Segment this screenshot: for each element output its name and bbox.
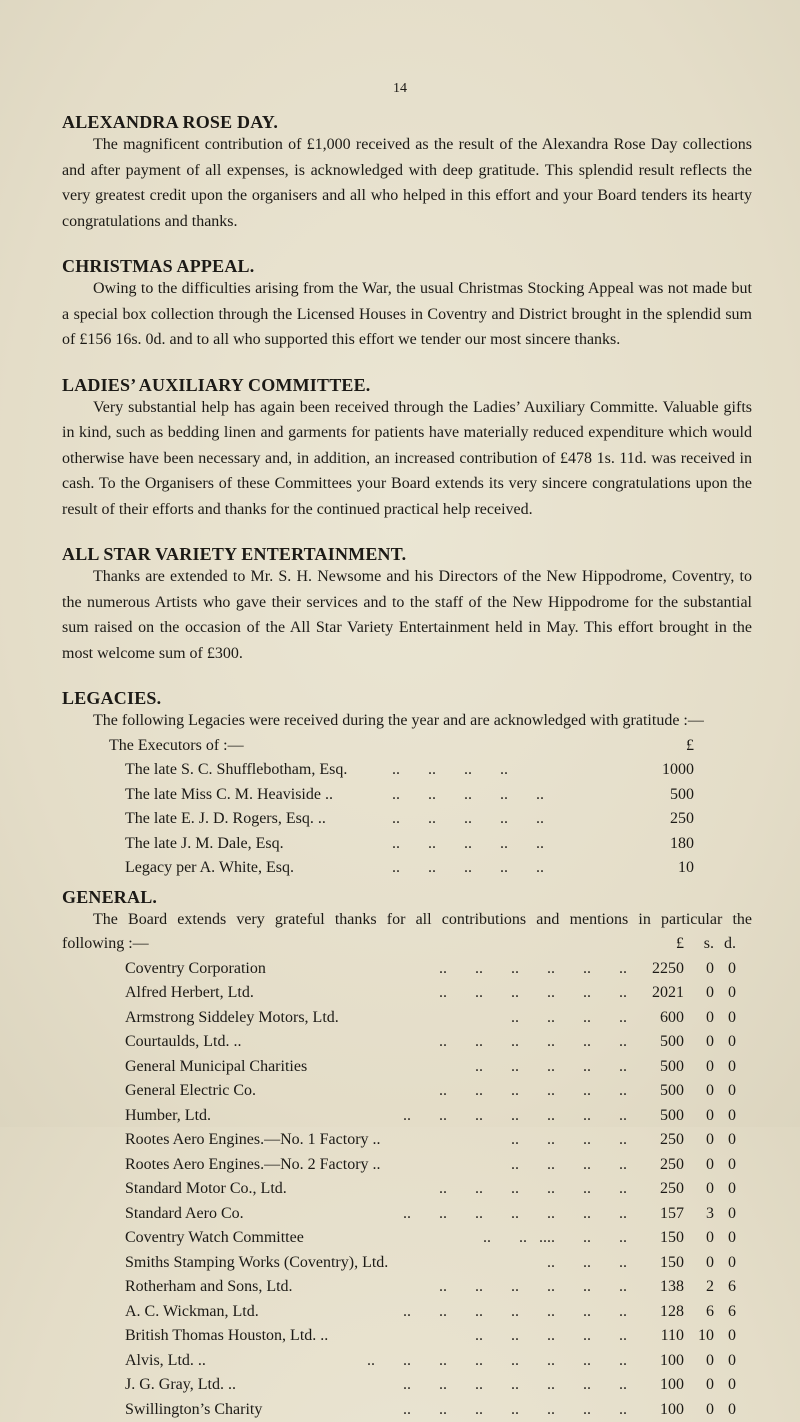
legacy-row [62,783,752,808]
section-rose-day [62,112,752,234]
contribution-row [62,1202,752,1227]
amount-shillings: 0 [690,1251,714,1276]
contributor-name: Swillington’s Charity [125,1398,262,1422]
amount-pence: 0 [718,1251,736,1276]
amount-shillings: 0 [690,957,714,982]
leader-dots: .. .. .. .. .. .. .. [403,1202,627,1227]
amount-shillings: 0 [690,1177,714,1202]
section-body: Very substantial help has again been received through the Ladies’ Auxiliary Committe. Valuable gifts in kind, such as bedding linen and garments for patients have materially reduced expenditure which would otherwise have been necessary and, in addition, an increased contribution of £478 1s. 11d. was received in cash. To the Organisers of these Committees your Board extends its very sincere congratulations upon the result of their efforts and thanks for the continued practical help received. [62,395,752,523]
section-christmas-appeal [62,256,752,353]
amount-pence: 0 [718,1202,736,1227]
section-all-star [62,544,752,666]
leader-dots: .. .. .. .. .. .. [439,1030,627,1055]
contribution-row [62,1275,752,1300]
amount-pence: 0 [718,1324,736,1349]
intro-continuation: following :— [62,932,149,957]
amount-pence: 0 [718,1128,736,1153]
contributor-name: Humber, Ltd. [125,1104,211,1129]
contributor-name: British Thomas Houston, Ltd. .. [125,1324,328,1349]
leader-dots: .. .. .. .. .. .. [439,957,627,982]
amount-shillings: 0 [690,1128,714,1153]
contribution-row [62,1349,752,1374]
contributor-name: Coventry Watch Committee [125,1226,304,1251]
contributor-name: Rotherham and Sons, Ltd. [125,1275,293,1300]
contribution-row [62,1006,752,1031]
amount-pounds: 128 [624,1300,684,1325]
section-heading: CHRISTMAS APPEAL. [62,256,752,276]
contribution-row [62,1300,752,1325]
amount-pounds: 110 [624,1324,684,1349]
amount-pounds: 500 [624,1104,684,1129]
legacy-row [62,832,752,857]
amount-pence: 6 [718,1275,736,1300]
contribution-row [62,1324,752,1349]
contribution-row [62,1079,752,1104]
leader-dots: .. .. .. .. .. .. .. [403,1398,627,1422]
amount-shillings: 0 [690,981,714,1006]
leader-dots: .. .. .. .. .. [392,783,544,808]
amount-pounds: 500 [624,1030,684,1055]
leader-dots: .. .. .. .. .. .. [439,1079,627,1104]
section-body: The magnificent contribution of £1,000 received as the result of the Alexandra Rose Day collections and after payment of all expenses, is acknowledged with deep gratitude. This splendid result reflects the very greatest credit upon the organisers and all who helped in this effort and your Board tenders its hearty congratulations and thanks. [62,132,752,234]
contributor-name: General Municipal Charities [125,1055,307,1080]
amount-pence: 0 [718,1373,736,1398]
leader-dots: .. .. .. .. .. .. .. .. [367,1349,627,1374]
contributor-name: Alfred Herbert, Ltd. [125,981,254,1006]
section-ladies-auxiliary [62,375,752,523]
contributor-name: Alvis, Ltd. .. [125,1349,206,1374]
amount-pence: 0 [718,1079,736,1104]
section-intro: The Board extends very grateful thanks for all contributions and mentions in particular the [62,907,752,933]
amount-pounds: 100 [624,1349,684,1374]
amount-shillings: 0 [690,1349,714,1374]
leader-dots: .. .. .. .. .. .. [439,1177,627,1202]
contribution-row [62,1055,752,1080]
amount-pence: 0 [718,1104,736,1129]
legacy-amount: 180 [634,832,694,857]
contribution-row [62,1030,752,1055]
contributor-name: J. G. Gray, Ltd. .. [125,1373,236,1398]
contributor-name: Rootes Aero Engines.—No. 2 Factory .. [125,1153,381,1178]
contribution-row [62,1398,752,1422]
amount-pounds: 138 [624,1275,684,1300]
amount-pounds: 600 [624,1006,684,1031]
leader-dots: .. .. .. .. .. .. [439,1275,627,1300]
legacy-name: The late J. M. Dale, Esq. [125,832,284,857]
amount-shillings: 0 [690,1226,714,1251]
contribution-row [62,1251,752,1276]
section-intro: The following Legacies were received during the year and are acknowledged with gratitude :— [62,708,752,734]
amount-pounds: 250 [624,1177,684,1202]
leader-dots: .. .. .. .. .. [392,807,544,832]
amount-shillings: 0 [690,1104,714,1129]
section-heading: LADIES’ AUXILIARY COMMITTEE. [62,375,752,395]
amount-pence: 0 [718,1349,736,1374]
leader-dots: .. .. .. [547,1251,627,1276]
general-header-row [62,932,752,957]
amount-shillings: 2 [690,1275,714,1300]
shillings-header: s. [690,932,714,957]
leader-dots: .. .. .. .. .. .. [439,981,627,1006]
contributor-name: Smiths Stamping Works (Coventry), Ltd. [125,1251,388,1276]
amount-pounds: 250 [624,1153,684,1178]
amount-shillings: 0 [690,1030,714,1055]
amount-pence: 0 [718,957,736,982]
section-heading: ALL STAR VARIETY ENTERTAINMENT. [62,544,752,564]
legacy-amount: 1000 [634,758,694,783]
contributor-name: General Electric Co. [125,1079,256,1104]
contribution-row [62,957,752,982]
page-number: 14 [0,81,800,97]
amount-shillings: 3 [690,1202,714,1227]
amount-pounds: 500 [624,1055,684,1080]
leader-dots: .. .. .. .. .. [392,856,544,881]
legacy-amount: 250 [634,807,694,832]
amount-pence: 0 [718,1055,736,1080]
amount-shillings: 0 [690,1006,714,1031]
contributor-name: A. C. Wickman, Ltd. [125,1300,259,1325]
amount-pence: 0 [718,1177,736,1202]
section-heading: LEGACIES. [62,688,752,708]
leader-dots: .. .. .. .. [511,1153,627,1178]
leader-dots: .. .. .. .. .. [475,1324,627,1349]
contributor-name: Courtaulds, Ltd. .. [125,1030,241,1055]
legacy-name: The late E. J. D. Rogers, Esq. .. [125,807,326,832]
leader-dots: .. .. .. .. [511,1006,627,1031]
amount-pounds: 100 [624,1398,684,1422]
contributor-name: Rootes Aero Engines.—No. 1 Factory .. [125,1128,381,1153]
amount-pence: 0 [718,1398,736,1422]
amount-pounds: 100 [624,1373,684,1398]
amount-pounds: 150 [624,1226,684,1251]
leader-dots: .. .. .. .. .. [475,1055,627,1080]
leader-dots: .. .. .. .. [392,758,508,783]
amount-pounds: 2021 [624,981,684,1006]
legacy-name: The late S. C. Shufflebotham, Esq. [125,758,347,783]
section-legacies [62,688,752,881]
legacy-amount: 500 [634,783,694,808]
amount-pounds: 150 [624,1251,684,1276]
amount-shillings: 0 [690,1079,714,1104]
legacy-amount: 10 [634,856,694,881]
legacy-name: The late Miss C. M. Heaviside .. [125,783,333,808]
leader-dots: .. .. .... .. .. [483,1226,627,1251]
amount-shillings: 0 [690,1398,714,1422]
contribution-row [62,1153,752,1178]
contribution-row [62,981,752,1006]
contribution-row [62,1104,752,1129]
amount-shillings: 6 [690,1300,714,1325]
legacy-header-row [62,734,752,759]
pence-header: d. [718,932,736,957]
amount-pounds: 250 [624,1128,684,1153]
leader-dots: .. .. .. .. .. .. .. [403,1373,627,1398]
section-general [62,887,752,1422]
contribution-row [62,1226,752,1251]
leader-dots: .. .. .. .. [511,1128,627,1153]
amount-shillings: 0 [690,1373,714,1398]
section-heading: GENERAL. [62,887,752,907]
amount-pounds: 2250 [624,957,684,982]
amount-shillings: 0 [690,1055,714,1080]
section-body: Thanks are extended to Mr. S. H. Newsome and his Directors of the New Hippodrome, Coventry, to the numerous Artists who gave their services and to the staff of the New Hippodrome for the substantial sum raised on the occasion of the All Star Variety Entertainment held in May. This effort brought in the most welcome sum of £300. [62,564,752,666]
leader-dots: .. .. .. .. .. .. .. [403,1300,627,1325]
contributor-name: Armstrong Siddeley Motors, Ltd. [125,1006,339,1031]
leader-dots: .. .. .. .. .. [392,832,544,857]
page-content [62,112,752,1422]
amount-shillings: 10 [690,1324,714,1349]
amount-pounds: 500 [624,1079,684,1104]
contributor-name: Standard Motor Co., Ltd. [125,1177,287,1202]
contributor-name: Standard Aero Co. [125,1202,244,1227]
pounds-header: £ [634,734,694,759]
executors-label: The Executors of :— [109,734,244,759]
amount-pence: 6 [718,1300,736,1325]
amount-pence: 0 [718,981,736,1006]
amount-pounds: 157 [624,1202,684,1227]
leader-dots: .. .. .. .. .. .. .. [403,1104,627,1129]
legacy-name: Legacy per A. White, Esq. [125,856,294,881]
amount-pence: 0 [718,1030,736,1055]
contribution-row [62,1373,752,1398]
section-body: Owing to the difficulties arising from the War, the usual Christmas Stocking Appeal was not made but a special box collection through the Licensed Houses in Coventry and District brought in the splendid sum of £156 16s. 0d. and to all who supported this effort we tender our most sincere thanks. [62,276,752,353]
pounds-header: £ [624,932,684,957]
contribution-row [62,1128,752,1153]
legacy-row [62,856,752,881]
section-heading: ALEXANDRA ROSE DAY. [62,112,752,132]
amount-pence: 0 [718,1153,736,1178]
legacy-row [62,758,752,783]
legacy-row [62,807,752,832]
contributor-name: Coventry Corporation [125,957,266,982]
amount-pence: 0 [718,1006,736,1031]
amount-shillings: 0 [690,1153,714,1178]
contribution-row [62,1177,752,1202]
amount-pence: 0 [718,1226,736,1251]
